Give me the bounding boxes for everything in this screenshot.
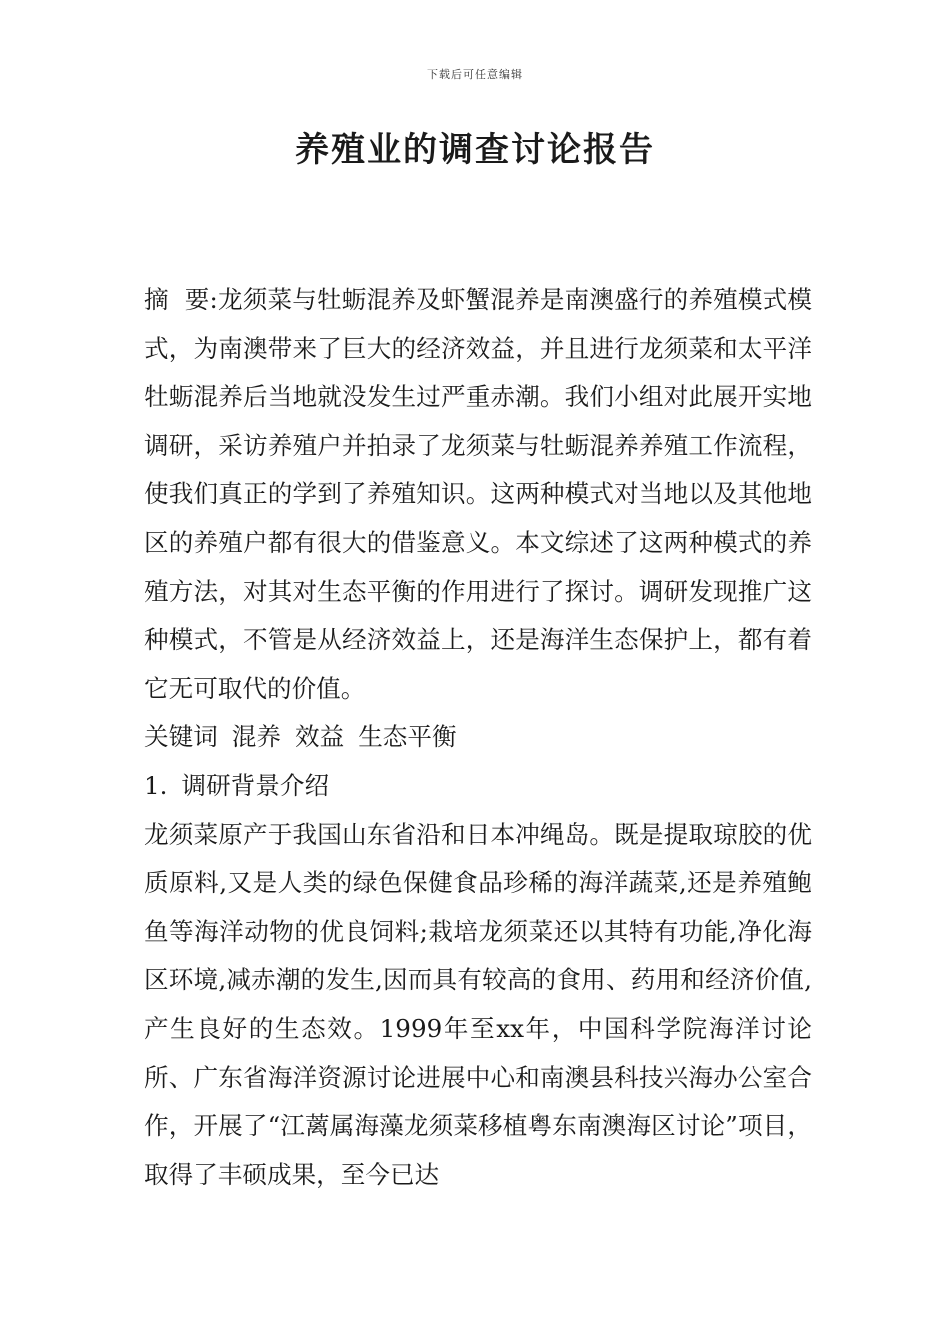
keywords-line <box>144 713 812 762</box>
document-body <box>144 276 812 1199</box>
header-note: 下载后可任意编辑 <box>427 68 523 81</box>
abstract-text: 龙须菜与牡蛎混养及虾蟹混养是南澳盛行的养殖模式模式，为南澳带来了巨大的经济效益，并且进行龙须菜和太平洋牡蛎混养后当地就没发生过严重赤潮。我们小组对此展开实地调研，采访养殖户并拍录了龙须菜与牡蛎混养养殖工作流程，使我们真正的学到了养殖知识。这两种模式对当地以及其他地区的养殖户都有很大的借鉴意义。本文综述了这两种模式的养殖方法，对其对生态平衡的作用进行了探讨。调研发现推广这种模式，不管是从经济效益上，还是海洋生态保护上，都有着它无可取代的价值。 <box>144 285 812 703</box>
abstract-paragraph <box>144 276 812 713</box>
section-title: 调研背景介绍 <box>181 770 330 800</box>
section-number: 1. <box>144 770 168 800</box>
keyword-item: 效益 <box>295 722 345 752</box>
section-paragraph: 龙须菜原产于我国山东省沿和日本冲绳岛。既是提取琼胶的优质原料,又是人类的绿色保健食品珍稀的海洋蔬菜,还是养殖鲍鱼等海洋动物的优良饲料;栽培龙须菜还以其特有功能,净化海区环境,减赤潮的发生,因而具有较高的食用、药用和经济价值,产生良好的生态效。1999年至xx年，中国科学院海洋讨论所、广东省海洋资源讨论进展中心和南澳县科技兴海办公室合作，开展了“江蓠属海藻龙须菜移植粤东南澳海区讨论”项目，取得了丰硕成果，至今已达 <box>144 819 812 1189</box>
keyword-item: 混养 <box>231 722 281 752</box>
abstract-label: 摘 要: <box>144 285 218 314</box>
section-heading <box>144 762 812 811</box>
keyword-item: 生态平衡 <box>358 722 457 752</box>
document-title: 养殖业的调查讨论报告 <box>295 130 655 170</box>
keywords-label: 关键词 <box>144 722 218 752</box>
